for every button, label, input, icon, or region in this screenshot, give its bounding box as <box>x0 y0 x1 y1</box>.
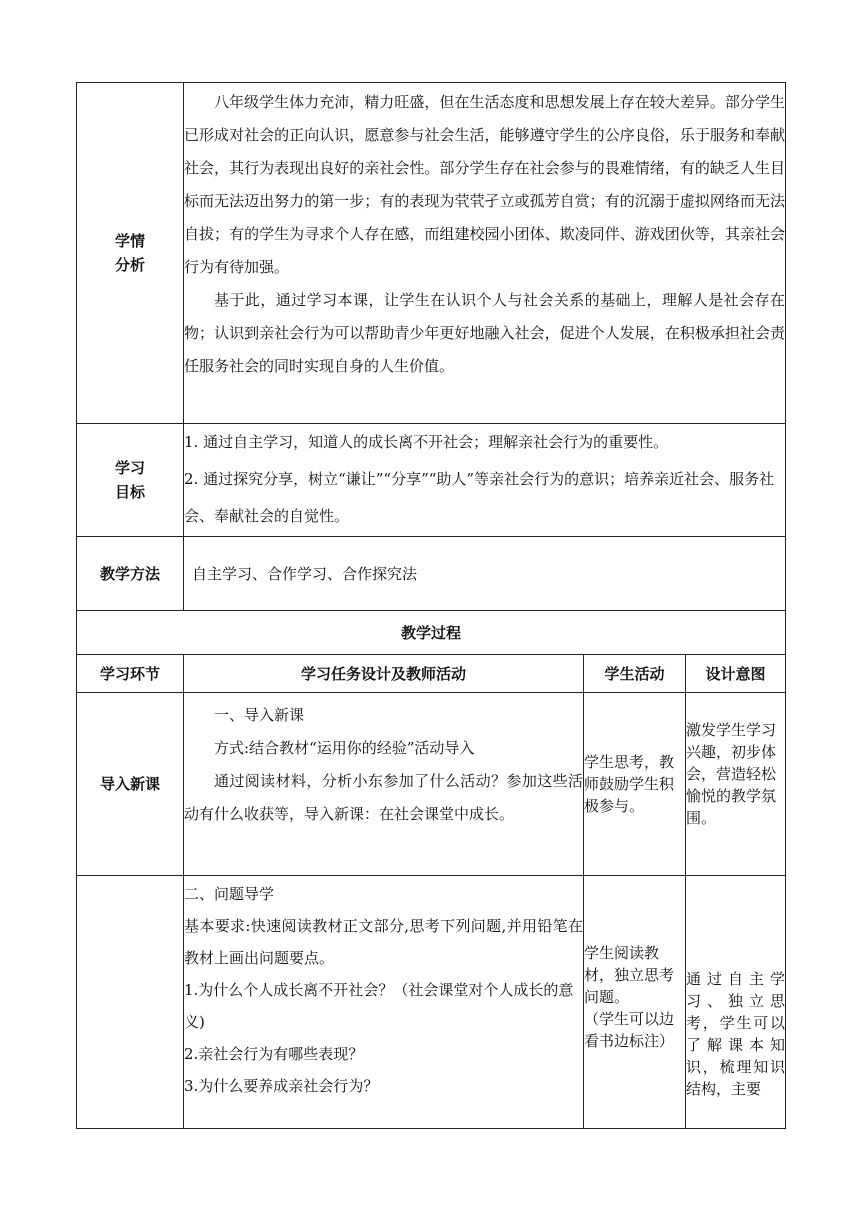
stage-guided <box>77 876 184 1129</box>
goals-label: 学习 目标 <box>77 424 184 537</box>
student-intro: 学生思考，教师鼓励学生积极参与。 <box>584 693 686 876</box>
process-header-row <box>77 655 786 693</box>
process-row-guided <box>77 876 786 1129</box>
analysis-row <box>77 83 786 424</box>
header-student: 学生活动 <box>584 655 686 693</box>
analysis-paragraph-1: 八年级学生体力充沛，精力旺盛，但在生活态度和思想发展上存在较大差异。部分学生已形成对社会的正向认识，愿意参与社会生活，能够遵守学生的公序良俗，乐于服务和奉献社会，其行为表现出良好的亲社会性。部分学生存在社会参与的畏难情绪，有的缺乏人生目标而无法迈出努力的第一步；有的表现为茕茕孑立或孤芳自赏；有的沉溺于虚拟网络而无法自拔；有的学生为寻求个人存在感，而组建校园小团体、欺凌同伴、游戏团伙等，其亲社会行为有待加强。 <box>184 93 785 276</box>
analysis-label: 学情 分析 <box>77 83 184 424</box>
goal-item-2: 2. 通过探究分享，树立“谦让”“分享”“助人”等亲社会行为的意识；培养亲近社会、服务社会、奉献社会的自觉性。 <box>184 470 775 525</box>
task-guided: 二、问题导学 基本要求:快速阅读教材正文部分,思考下列问题,并用铅笔在教材上画出问题要点。 1.为什么个人成长离不开社会？（社会课堂对个人成长的意义) 2.亲社会行为有哪些表现？ 3.为什么要养成亲社会行为？ <box>184 876 584 1129</box>
method-label: 教学方法 <box>77 537 184 611</box>
process-row-intro <box>77 693 786 876</box>
header-stage: 学习环节 <box>77 655 184 693</box>
header-intent: 设计意图 <box>686 655 786 693</box>
process-title: 教学过程 <box>77 611 786 655</box>
header-task: 学习任务设计及教师活动 <box>184 655 584 693</box>
lesson-plan-table <box>76 82 786 1129</box>
goal-item-1: 1. 通过自主学习，知道人的成长离不开社会；理解亲社会行为的重要性。 <box>184 433 669 451</box>
process-title-row <box>77 611 786 655</box>
goals-row <box>77 424 786 537</box>
stage-intro: 导入新课 <box>77 693 184 876</box>
intent-intro: 激发学生学习兴趣，初步体会，营造轻松愉悦的教学氛围。 <box>686 693 786 876</box>
analysis-content <box>184 83 786 424</box>
task-intro: 一、导入新课 方式:结合教材“运用你的经验”活动导入 通过阅读材料，分析小东参加了什么活动？参加这些活动有什么收获等，导入新课：在社会课堂中成长。 <box>184 693 584 876</box>
intent-guided: 通过自主学习、独立思考，学生可以了解课本知识，梳理知识结构，主要 <box>686 876 786 1129</box>
goals-content <box>184 424 786 537</box>
analysis-paragraph-2: 基于此，通过学习本课，让学生在认识个人与社会关系的基础上，理解人是社会存在物；认识到亲社会行为可以帮助青少年更好地融入社会，促进个人发展，在积极承担社会责任服务社会的同时实现自身的人生价值。 <box>184 291 785 375</box>
method-value: 自主学习、合作学习、合作探究法 <box>184 537 786 611</box>
method-row <box>77 537 786 611</box>
student-guided: 学生阅读教材，独立思考问题。 （学生可以边看书边标注） <box>584 876 686 1129</box>
